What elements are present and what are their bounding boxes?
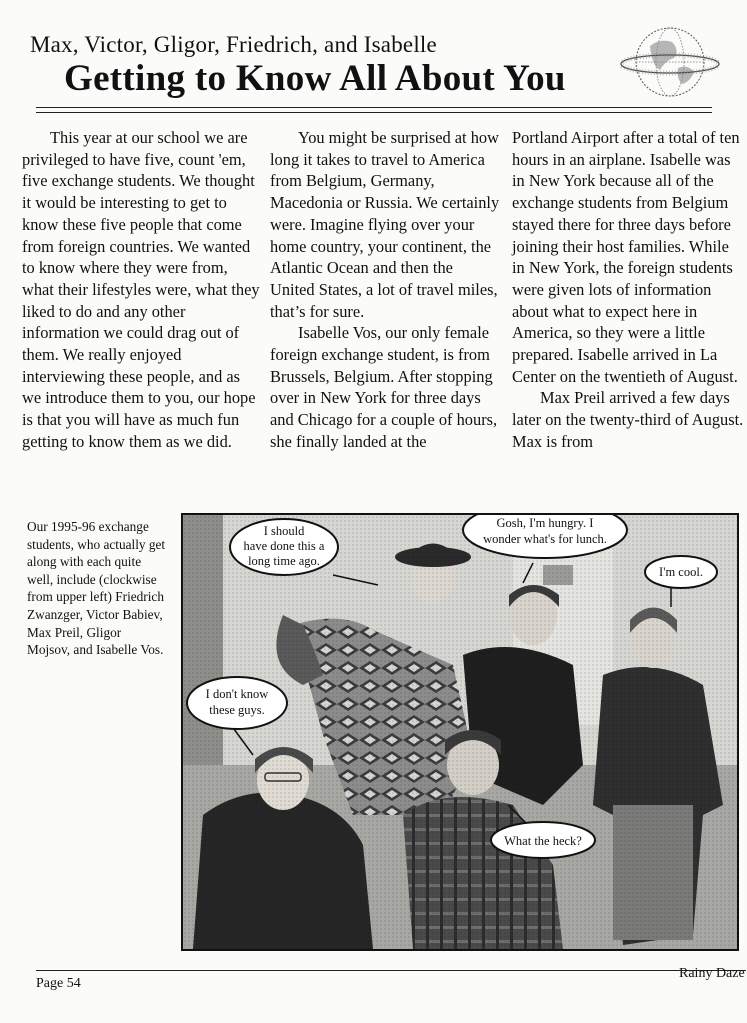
bubble-line: Gosh, I'm hungry. I — [496, 516, 594, 530]
footer-rule — [36, 970, 746, 971]
page-number: Page 54 — [36, 976, 81, 991]
header-rule — [36, 112, 712, 113]
article-subtitle: Max, Victor, Gligor, Friedrich, and Isabelle — [30, 32, 437, 57]
publication-name: Rainy Daze — [679, 966, 745, 981]
header-rule — [36, 107, 712, 108]
group-photo — [181, 513, 739, 951]
bubble-line: have done this a — [243, 539, 325, 553]
text-column-2 — [270, 127, 500, 453]
bubble-line: wonder what's for lunch. — [483, 532, 607, 546]
photo-caption: Our 1995-96 exchange students, who actually get along with each quite well, include (clockwise from upper left) Friedrich Zwanzger, Victor Babiev, Max Preil, Gligor Mojsov, and Isabelle Vos. — [27, 519, 166, 658]
bubble-line: I should — [263, 524, 305, 538]
bubble-line: What the heck? — [504, 834, 582, 848]
article-title: Getting to Know All About You — [64, 58, 566, 99]
bubble-line: these guys. — [209, 703, 265, 717]
text-column-3 — [512, 127, 744, 453]
paragraph: This year at our school we are privileged to have five, count 'em, five exchange students. We thought it would be interesting to get to know these five people that come from foreign countries. We wanted to know where they were from, what their lifestyles were, what they liked to do and any other information we could drag out of them. We really enjoyed interviewing these people, and as we introduce them to you, our hope is that you will have as much fun getting to know them as we did. — [22, 128, 260, 451]
globe-logo-icon — [620, 20, 720, 102]
bubble-line: long time ago. — [248, 554, 320, 568]
text-column-1 — [22, 127, 260, 453]
bubble-line: I don't know — [205, 687, 269, 701]
paragraph: Max Preil arrived a few days later on the twenty-third of August. Max is from — [512, 388, 744, 451]
paragraph: Isabelle Vos, our only female foreign exchange student, is from Brussels, Belgium. After stopping over in New York for three days and Chicago for a couple of hours, she finally landed at the — [270, 323, 498, 451]
paragraph: You might be surprised at how long it takes to travel to America from Belgium, Germany, Macedonia or Russia. We certainly were. Imagine flying over your home country, your continent, the Atlantic Ocean and then the United States, a lot of travel miles, that’s for sure. — [270, 128, 500, 321]
bubble-line: I'm cool. — [659, 565, 703, 579]
paragraph: Portland Airport after a total of ten hours in an airplane. Isabelle was in New York because all of the exchange students from Belgium stayed there for three days before joining their host families. While in New York, the foreign students were given lots of information about what to expect here in America, so they were a little prepared. Isabelle arrived in La Center on the twentieth of August. — [512, 128, 740, 386]
